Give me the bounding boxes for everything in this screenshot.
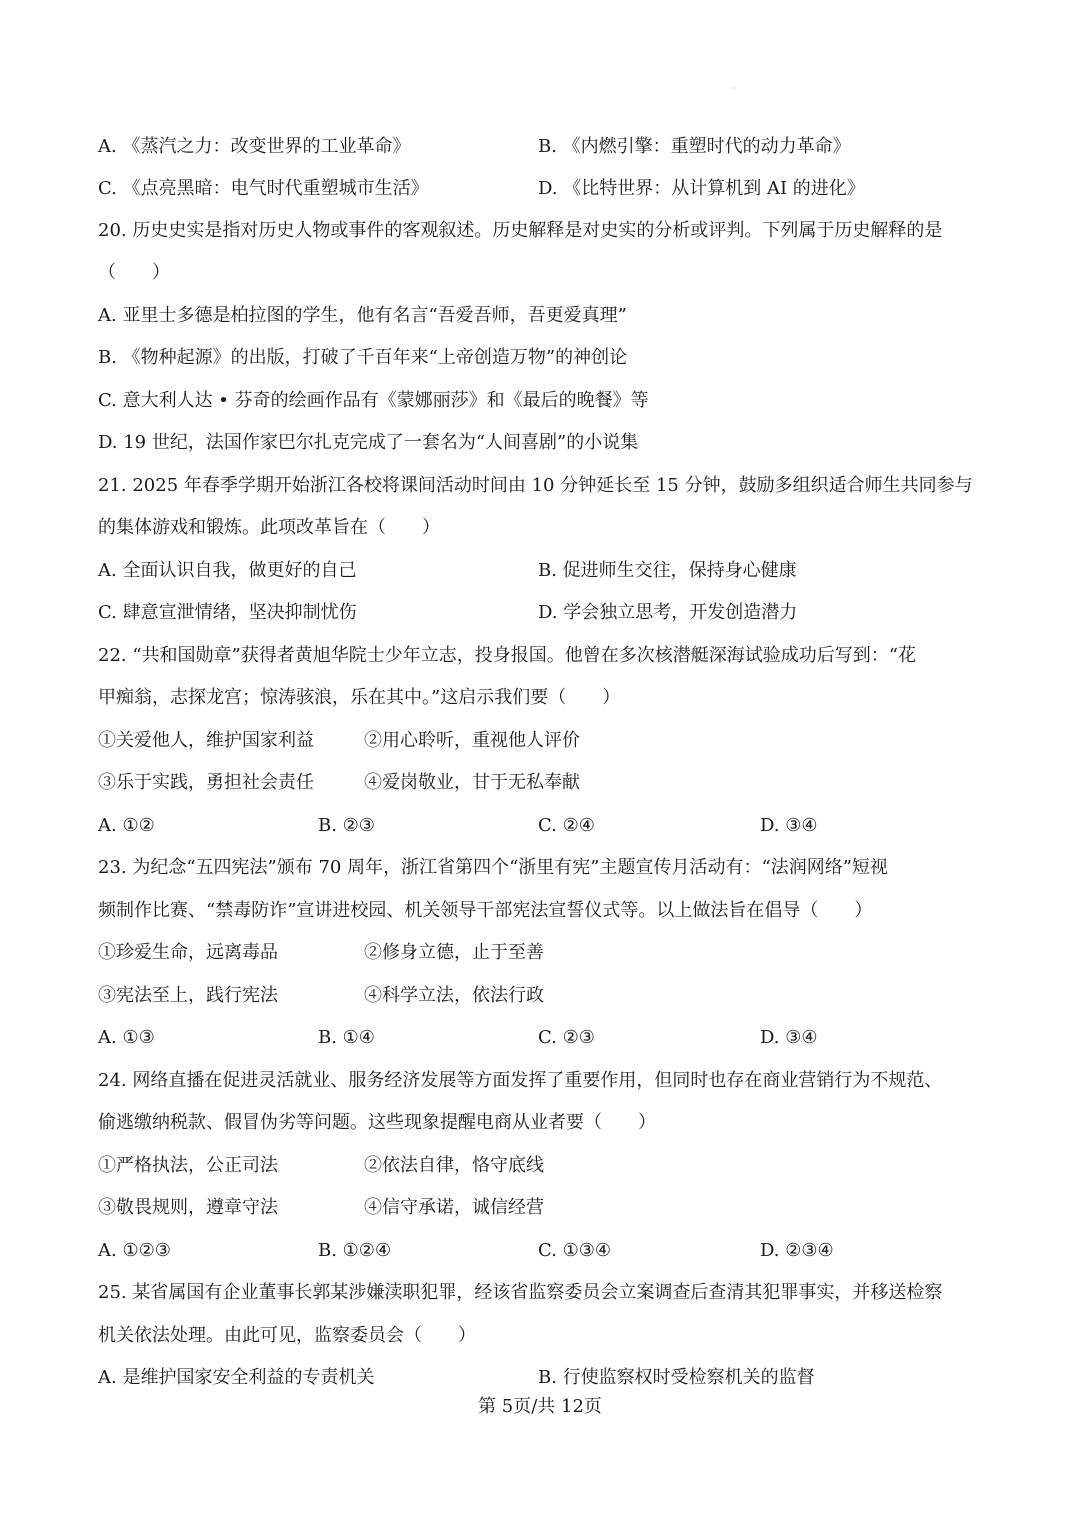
q20-stem: 20. 历史史实是指对历史人物或事件的客观叙述。历史解释是对史实的分析或评判。下列属于历史解释的是: [98, 220, 943, 241]
q21-stem: 21. 2025 年春季学期开始浙江各校将课间活动时间由 10 分钟延长至 15 分钟，鼓励多组织适合师生共同参与: [98, 475, 973, 496]
q19-option-c[interactable]: C. 《点亮黑暗：电气时代重塑城市生活》: [98, 178, 429, 199]
q21-stem-cont: 的集体游戏和锻炼。此项改革旨在（ ）: [98, 517, 440, 538]
q24-option-c[interactable]: C. ①③④: [538, 1240, 611, 1261]
q22-stem: 22. “共和国勋章”获得者黄旭华院士少年立志，投身报国。他曾在多次核潜艇深海试验成功后写到：“花: [98, 645, 916, 666]
q20-stem-blank: （ ）: [98, 262, 170, 283]
q21-option-b[interactable]: B. 促进师生交往，保持身心健康: [538, 560, 797, 581]
q22-item-3: ③乐于实践，勇担社会责任: [98, 772, 314, 793]
q22-item-1: ①关爱他人，维护国家利益: [98, 730, 314, 751]
q23-stem: 23. 为纪念“五四宪法”颁布 70 周年，浙江省第四个“浙里有宪”主题宣传月活动有：“法润网络”短视: [98, 857, 888, 878]
q22-option-b[interactable]: B. ②③: [318, 815, 375, 836]
scan-mark: ·: [733, 84, 736, 93]
q25-stem-cont: 机关依法处理。由此可见，监察委员会（ ）: [98, 1325, 476, 1346]
q21-option-d[interactable]: D. 学会独立思考，开发创造潜力: [538, 602, 798, 623]
q20-option-a[interactable]: A. 亚里士多德是柏拉图的学生，他有名言“吾爱吾师，吾更爱真理”: [98, 305, 627, 326]
q24-stem: 24. 网络直播在促进灵活就业、服务经济发展等方面发挥了重要作用，但同时也存在商业营销行为不规范、: [98, 1070, 943, 1091]
q21-option-c[interactable]: C. 肆意宣泄情绪，坚决抑制忧伤: [98, 602, 357, 623]
q20-option-d[interactable]: D. 19 世纪，法国作家巴尔扎克完成了一套名为“人间喜剧”的小说集: [98, 432, 639, 453]
q23-item-4: ④科学立法，依法行政: [364, 985, 544, 1006]
q24-stem-cont: 偷逃缴纳税款、假冒伪劣等问题。这些现象提醒电商从业者要（ ）: [98, 1112, 656, 1133]
q23-stem-cont: 频制作比赛、“禁毒防诈”宣讲进校园、机关领导干部宪法宣誓仪式等。以上做法旨在倡导（ ）: [98, 900, 873, 921]
q22-stem-cont: 甲痴翁，志探龙宫；惊涛骇浪，乐在其中。”这启示我们要（ ）: [98, 687, 621, 708]
q19-option-b[interactable]: B. 《内燃引擎：重塑时代的动力革命》: [538, 136, 851, 157]
q23-option-a[interactable]: A. ①③: [98, 1027, 155, 1048]
q23-option-b[interactable]: B. ①④: [318, 1027, 375, 1048]
q22-item-2: ②用心聆听，重视他人评价: [364, 730, 580, 751]
q25-stem: 25. 某省属国有企业董事长郭某涉嫌渎职犯罪，经该省监察委员会立案调查后查清其犯罪事实，并移送检察: [98, 1282, 943, 1303]
q22-option-a[interactable]: A. ①②: [98, 815, 155, 836]
q23-item-1: ①珍爱生命，远离毒品: [98, 942, 278, 963]
q22-option-d[interactable]: D. ③④: [760, 815, 818, 836]
q24-item-3: ③敬畏规则，遵章守法: [98, 1197, 278, 1218]
q24-option-d[interactable]: D. ②③④: [760, 1240, 834, 1261]
q20-option-c[interactable]: C. 意大利人达 • 芬奇的绘画作品有《蒙娜丽莎》和《最后的晚餐》等: [98, 390, 649, 411]
page-number: 第 5页/共 12页: [478, 1396, 602, 1417]
q25-option-a[interactable]: A. 是维护国家安全利益的专责机关: [98, 1367, 375, 1388]
q23-item-2: ②修身立德，止于至善: [364, 942, 544, 963]
q23-option-c[interactable]: C. ②③: [538, 1027, 595, 1048]
q24-item-1: ①严格执法，公正司法: [98, 1155, 278, 1176]
q19-option-d[interactable]: D. 《比特世界：从计算机到 AI 的进化》: [538, 178, 865, 199]
q22-item-4: ④爱岗敬业，甘于无私奉献: [364, 772, 580, 793]
q20-option-b[interactable]: B. 《物种起源》的出版，打破了千百年来“上帝创造万物”的神创论: [98, 347, 628, 368]
q24-item-2: ②依法自律，恪守底线: [364, 1155, 544, 1176]
q22-option-c[interactable]: C. ②④: [538, 815, 595, 836]
q21-option-a[interactable]: A. 全面认识自我，做更好的自己: [98, 560, 357, 581]
q23-item-3: ③宪法至上，践行宪法: [98, 985, 278, 1006]
q24-option-b[interactable]: B. ①②④: [318, 1240, 392, 1261]
q24-item-4: ④信守承诺，诚信经营: [364, 1197, 544, 1218]
q23-option-d[interactable]: D. ③④: [760, 1027, 818, 1048]
q24-option-a[interactable]: A. ①②③: [98, 1240, 171, 1261]
q25-option-b[interactable]: B. 行使监察权时受检察机关的监督: [538, 1367, 815, 1388]
q19-option-a[interactable]: A. 《蒸汽之力：改变世界的工业革命》: [98, 136, 411, 157]
